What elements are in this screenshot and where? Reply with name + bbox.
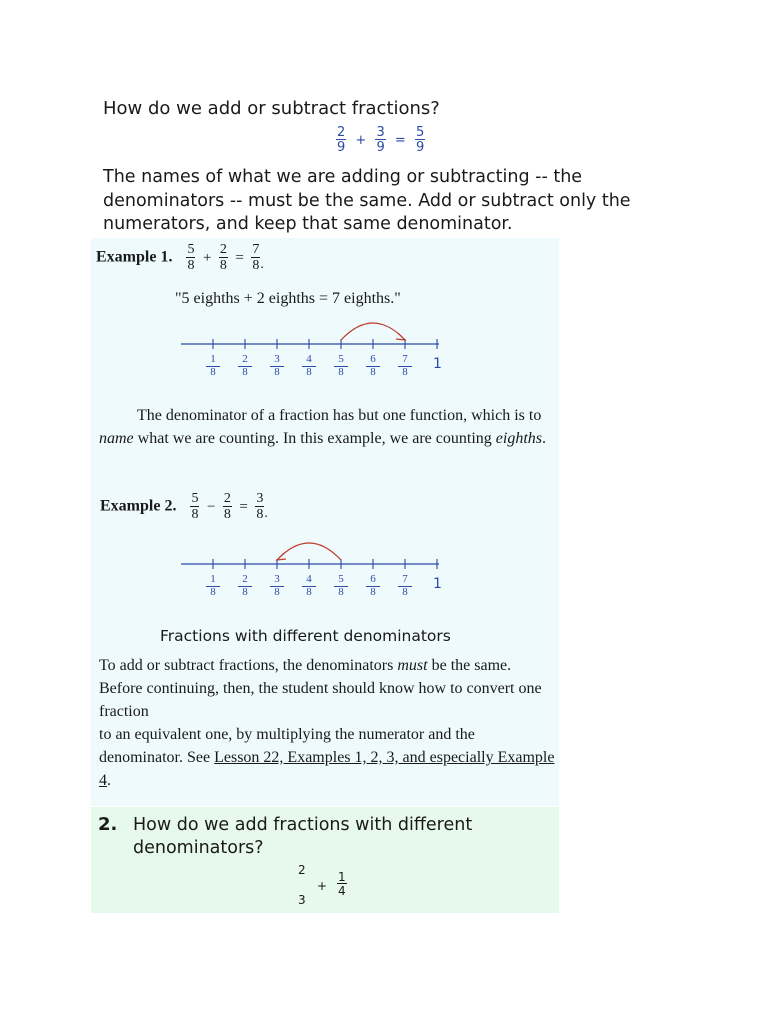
tick-label bbox=[302, 354, 316, 378]
emphasis: must bbox=[397, 657, 428, 674]
equals-sign: = bbox=[239, 498, 248, 515]
tick-label bbox=[334, 354, 348, 378]
section2-number: 2. bbox=[98, 814, 118, 835]
text: To add or subtract fractions, the denominators bbox=[99, 657, 398, 674]
denominator: 4 bbox=[338, 884, 346, 898]
numerator: 6 bbox=[370, 353, 376, 365]
denominator: 8 bbox=[334, 586, 348, 598]
equals-sign: = bbox=[235, 249, 244, 266]
plus-sign: + bbox=[355, 132, 367, 148]
tick-label bbox=[270, 574, 284, 598]
denominator: 8 bbox=[187, 258, 195, 273]
example2 bbox=[100, 492, 268, 522]
tick-label bbox=[302, 574, 316, 598]
section2-expression bbox=[296, 861, 376, 909]
arrowhead bbox=[277, 553, 286, 560]
denominator: 9 bbox=[337, 140, 346, 155]
tick-label bbox=[366, 354, 380, 378]
denominator: 8 bbox=[238, 366, 252, 378]
denominator-paragraph bbox=[99, 404, 549, 450]
denominator: 8 bbox=[270, 586, 284, 598]
denominator: 8 bbox=[191, 507, 199, 522]
denominator: 9 bbox=[415, 140, 425, 155]
tick-label bbox=[398, 574, 412, 598]
denominator: 8 bbox=[366, 586, 380, 598]
numerator: 5 bbox=[187, 242, 195, 257]
denominator: 8 bbox=[252, 258, 260, 273]
denominator: 8 bbox=[206, 586, 220, 598]
fraction-a-denominator: 3 bbox=[298, 893, 306, 907]
denominator: 8 bbox=[270, 366, 284, 378]
tick-label bbox=[366, 574, 380, 598]
text: The denominator of a fraction has but one function, which is to bbox=[137, 407, 542, 424]
denominator: 8 bbox=[256, 507, 264, 522]
period: . bbox=[260, 257, 264, 272]
fraction bbox=[223, 492, 232, 522]
numerator: 1 bbox=[210, 573, 216, 585]
tick-label bbox=[206, 574, 220, 598]
numerator: 2 bbox=[242, 573, 248, 585]
numerator: 1 bbox=[210, 353, 216, 365]
example1 bbox=[96, 243, 264, 273]
numerator: 7 bbox=[402, 353, 408, 365]
fraction bbox=[336, 126, 346, 154]
fraction-b bbox=[337, 871, 347, 897]
numerator: 2 bbox=[337, 125, 346, 140]
denominator: 8 bbox=[334, 366, 348, 378]
text: . bbox=[107, 772, 111, 789]
fraction-a-numerator: 2 bbox=[298, 863, 306, 877]
example2-label: Example 2. bbox=[100, 497, 177, 515]
number-line-example2 bbox=[181, 540, 451, 610]
question-heading: How do we add or subtract fractions? bbox=[103, 98, 440, 119]
number-line-example1 bbox=[181, 320, 451, 390]
numerator: 3 bbox=[274, 573, 280, 585]
text: . bbox=[541, 430, 546, 447]
text: to an equivalent one, by multiplying the numerator and the denominator. See bbox=[99, 726, 475, 766]
numerator: 5 bbox=[338, 353, 344, 365]
denominator: 8 bbox=[366, 366, 380, 378]
numerator: 1 bbox=[338, 870, 346, 884]
plus-sign: + bbox=[317, 879, 328, 893]
example1-equation bbox=[186, 242, 264, 273]
section2-panel bbox=[91, 807, 559, 913]
denominator: 8 bbox=[398, 586, 412, 598]
tick-label bbox=[206, 354, 220, 378]
denominator: 8 bbox=[206, 366, 220, 378]
numerator: 4 bbox=[306, 573, 312, 585]
numerator: 2 bbox=[223, 491, 231, 506]
intro-equation bbox=[336, 126, 425, 154]
text: be the same. Before continuing, then, the student should know how to convert one fraction bbox=[99, 657, 542, 720]
numerator: 7 bbox=[402, 573, 408, 585]
fraction bbox=[415, 126, 425, 154]
denominator: 8 bbox=[219, 258, 227, 273]
numerator: 5 bbox=[338, 573, 344, 585]
numerator: 3 bbox=[376, 125, 385, 140]
emphasis: name bbox=[99, 430, 134, 447]
emphasis: eighths bbox=[495, 430, 542, 447]
numerator: 4 bbox=[306, 353, 312, 365]
jump-arc bbox=[341, 323, 405, 340]
denominator: 8 bbox=[223, 507, 231, 522]
numerator: 2 bbox=[242, 353, 248, 365]
tick-label bbox=[238, 574, 252, 598]
denominator: 8 bbox=[398, 366, 412, 378]
denominator: 8 bbox=[238, 586, 252, 598]
fraction bbox=[186, 243, 195, 273]
numerator: 5 bbox=[191, 491, 199, 506]
numerator: 6 bbox=[370, 573, 376, 585]
tick-label bbox=[270, 354, 284, 378]
tick-label-one: 1 bbox=[433, 576, 442, 592]
fraction bbox=[190, 492, 199, 522]
denominator: 9 bbox=[376, 140, 385, 155]
tick-label bbox=[398, 354, 412, 378]
example2-equation bbox=[190, 491, 268, 522]
lesson-22-link[interactable]: Lesson 22, Examples 1, 2, 3, and especially Example 4 bbox=[99, 749, 555, 789]
lesson-panel bbox=[91, 238, 559, 806]
numerator: 3 bbox=[256, 491, 264, 506]
tick-label-one: 1 bbox=[433, 356, 442, 372]
text: what we are counting. In this example, we are counting bbox=[133, 430, 496, 447]
fraction bbox=[219, 243, 228, 273]
denominator: 8 bbox=[302, 586, 316, 598]
equals-sign: = bbox=[394, 132, 406, 148]
minus-sign: − bbox=[206, 498, 216, 515]
convert-paragraph bbox=[99, 654, 555, 792]
arrowhead bbox=[396, 333, 405, 340]
different-denominators-heading: Fractions with different denominators bbox=[160, 627, 451, 645]
example1-quote: "5 eighths + 2 eighths = 7 eighths." bbox=[175, 290, 401, 307]
period: . bbox=[264, 506, 268, 521]
example1-label: Example 1. bbox=[96, 248, 173, 266]
intro-paragraph: The names of what we are adding or subtracting -- the denominators -- must be the same. Add or subtract only the numerators, and keep that same denominator. bbox=[103, 167, 631, 234]
tick-label bbox=[334, 574, 348, 598]
denominator: 8 bbox=[302, 366, 316, 378]
tick-label bbox=[238, 354, 252, 378]
numerator: 7 bbox=[252, 242, 260, 257]
section2-question: How do we add fractions with different denominators? bbox=[133, 815, 473, 858]
numerator: 3 bbox=[274, 353, 280, 365]
numerator: 2 bbox=[219, 242, 227, 257]
plus-sign: + bbox=[202, 249, 212, 266]
jump-arc bbox=[277, 543, 341, 560]
numerator: 5 bbox=[415, 125, 425, 140]
fraction bbox=[375, 126, 385, 154]
